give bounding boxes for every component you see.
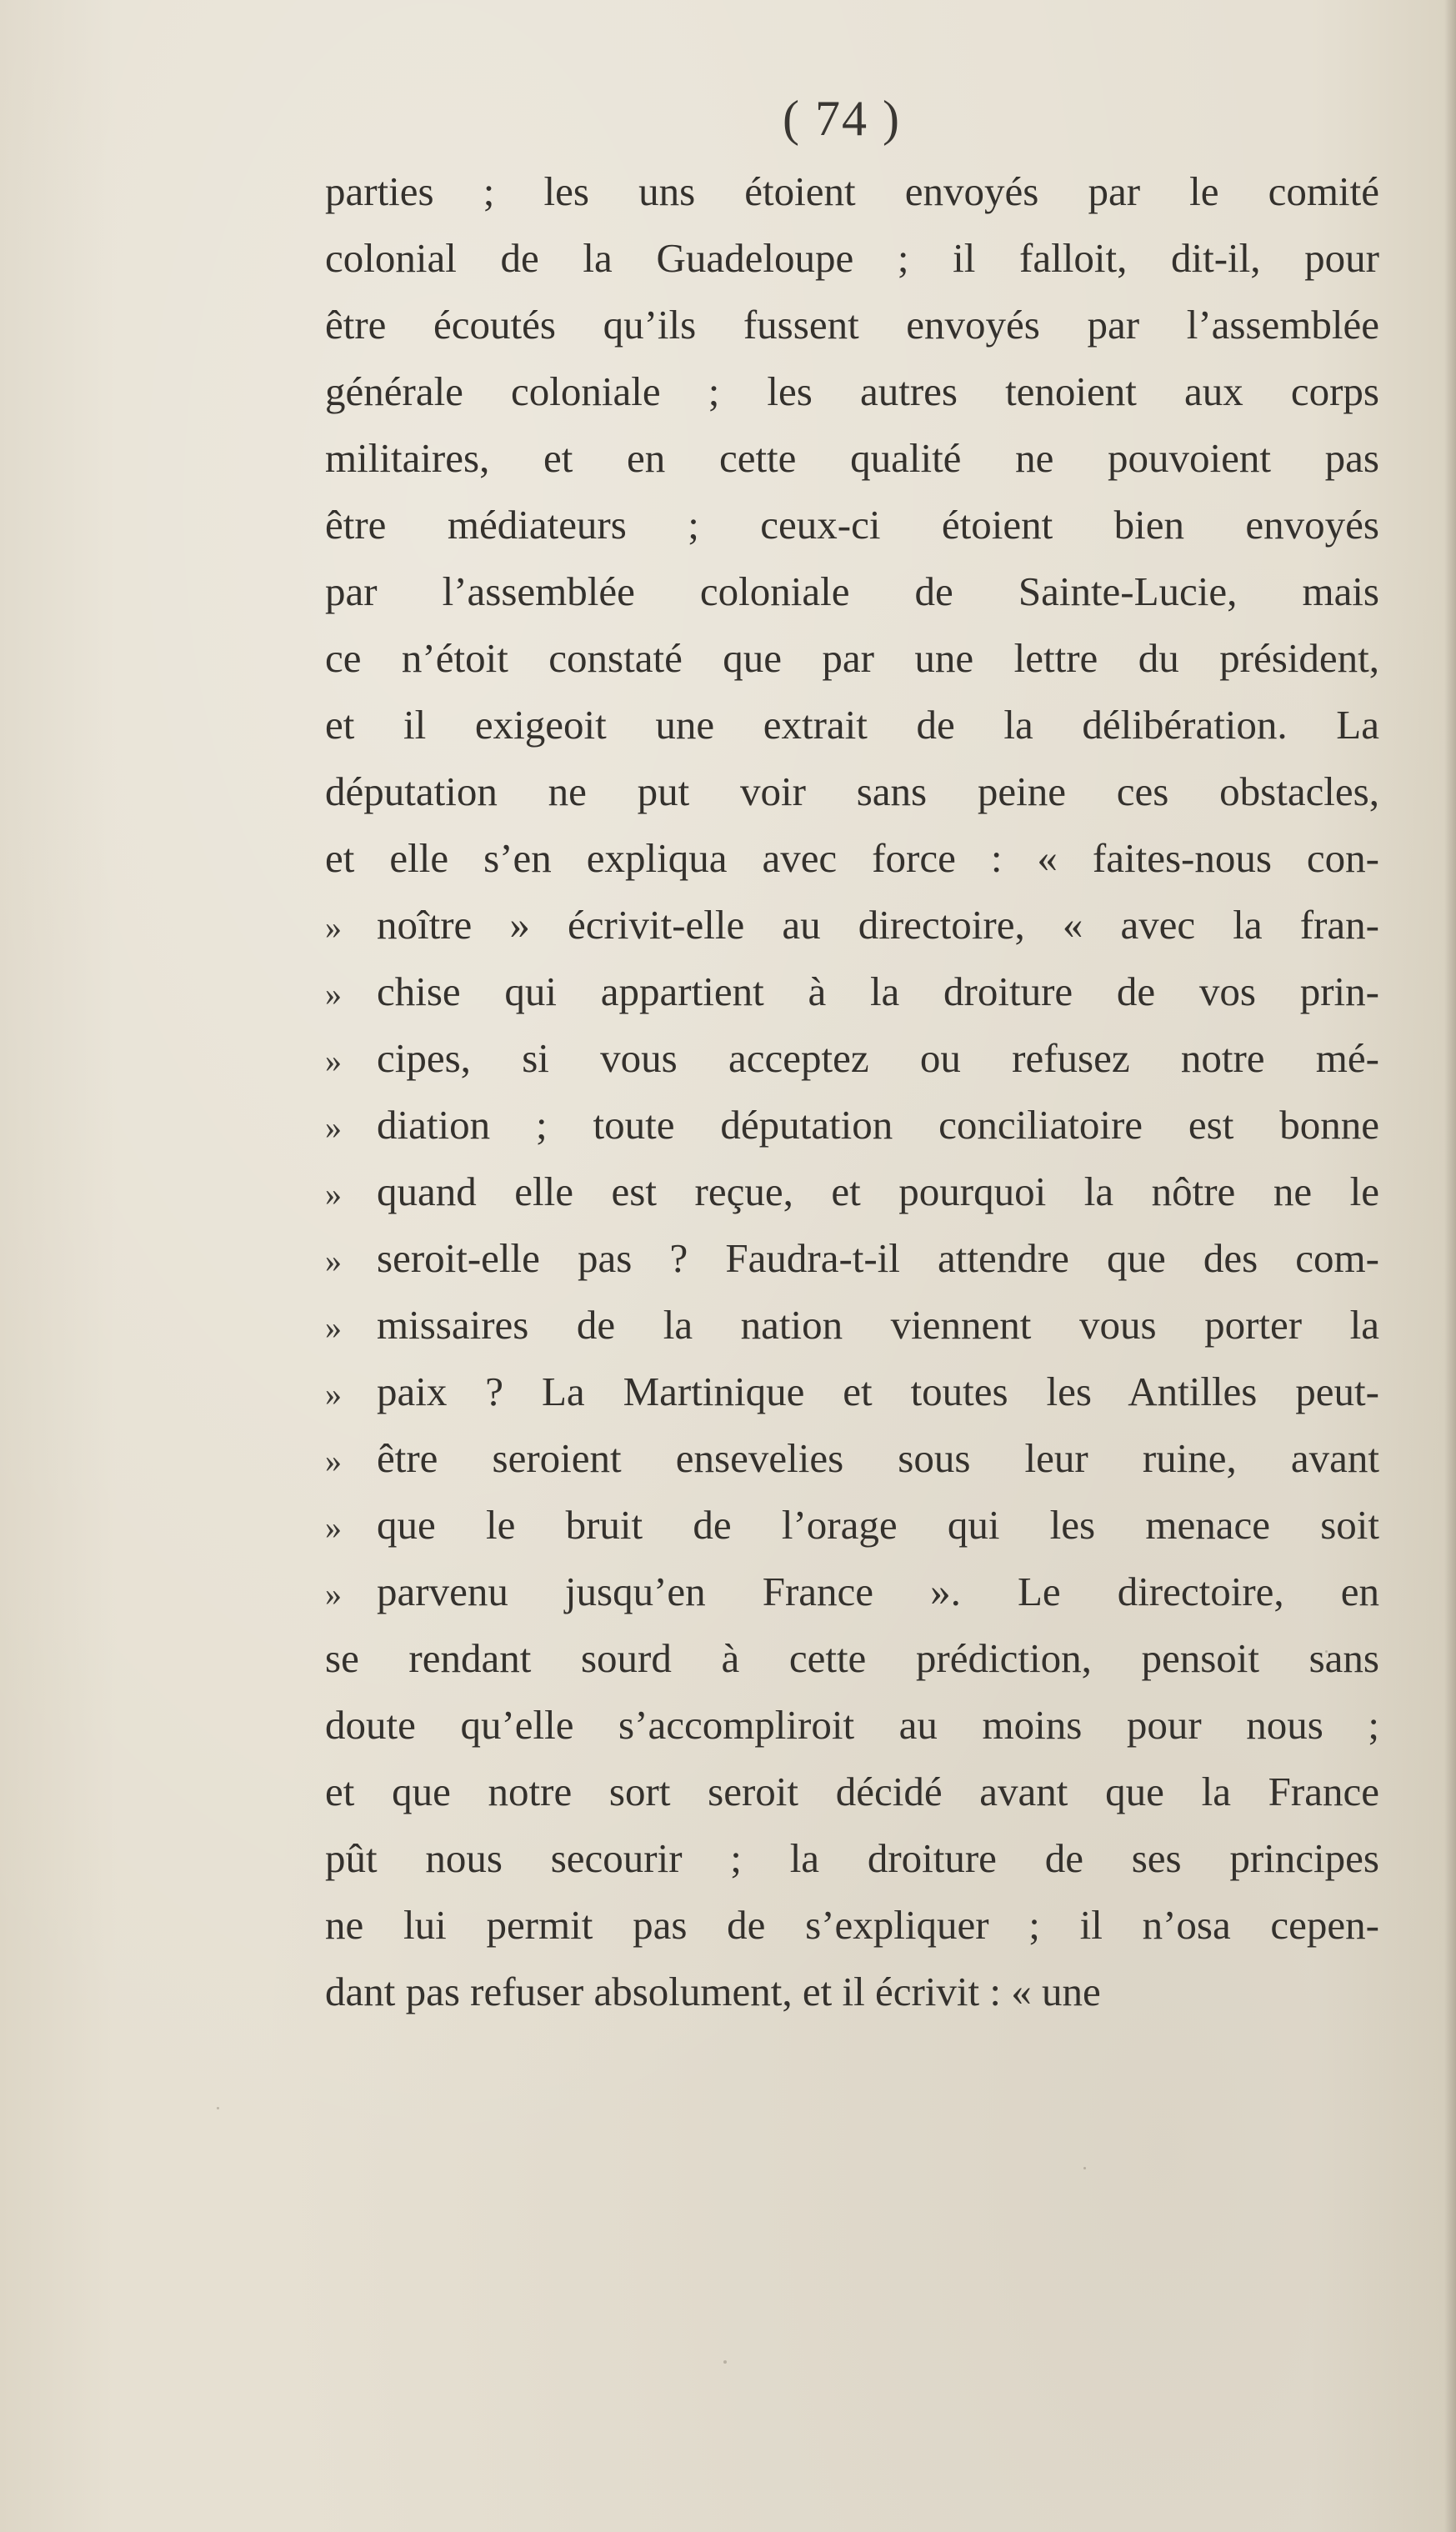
quote-mark: » xyxy=(325,1042,342,1079)
text-line: députation ne put voir sans peine ces obstacles, xyxy=(325,768,1379,814)
paper-speck xyxy=(723,2360,727,2364)
text-line: se rendant sourd à cette prédiction, pensoit sans xyxy=(325,1635,1379,1681)
page-number: ( 74 ) xyxy=(783,91,901,146)
quoted-text-line: » noître » écrivit-elle au directoire, « avec la fran- xyxy=(325,892,1379,958)
quote-mark: » xyxy=(325,1575,342,1613)
quoted-text-line: » que le bruit de l’orage qui les menace soit xyxy=(325,1492,1379,1559)
page-edge-shadow xyxy=(1444,0,1456,2532)
quoted-text-line: » parvenu jusqu’en France ». Le directoire, en xyxy=(325,1559,1379,1625)
quoted-text-line: » être seroient ensevelies sous leur ruine, avant xyxy=(325,1425,1379,1492)
text-line: être écoutés qu’ils fussent envoyés par l’assemblée xyxy=(325,302,1379,348)
text-line: et il exigeoit une extrait de la délibération. La xyxy=(325,702,1379,748)
text-line: dant pas refuser absolument, et il écrivit : « une xyxy=(325,1969,1101,2014)
text-line: générale coloniale ; les autres tenoient aux corps xyxy=(325,368,1379,414)
quote-mark: » xyxy=(325,1242,342,1279)
quote-mark: » xyxy=(325,1108,342,1146)
text-line: militaires, et en cette qualité ne pouvoient pas xyxy=(325,435,1379,481)
paper-speck xyxy=(1325,1650,1328,1653)
quoted-text-line: » diation ; toute députation conciliatoire est bonne xyxy=(325,1092,1379,1158)
quote-mark: » xyxy=(325,1309,342,1346)
quoted-text-line: » cipes, si vous acceptez ou refusez notre mé- xyxy=(325,1025,1379,1092)
text-line: par l’assemblée coloniale de Sainte-Lucie, mais xyxy=(325,568,1379,614)
quoted-text-line: » missaires de la nation viennent vous porter la xyxy=(325,1292,1379,1359)
text-line: doute qu’elle s’accompliroit au moins pour nous ; xyxy=(325,1702,1379,1748)
paper-speck xyxy=(1083,2167,1086,2169)
quote-mark: » xyxy=(325,1509,342,1546)
text-line: ce n’étoit constaté que par une lettre du président, xyxy=(325,635,1379,681)
quoted-text-line: » seroit-elle pas ? Faudra-t-il attendre que des com- xyxy=(325,1225,1379,1292)
text-line: colonial de la Guadeloupe ; il falloit, dit-il, pour xyxy=(325,235,1379,281)
text-line: ne lui permit pas de s’expliquer ; il n’osa cepen- xyxy=(325,1902,1379,1948)
quote-mark: » xyxy=(325,1175,342,1213)
text-line: et que notre sort seroit décidé avant que la France xyxy=(325,1769,1379,1814)
text-line: être médiateurs ; ceux-ci étoient bien envoyés xyxy=(325,502,1379,548)
text-line: pût nous secourir ; la droiture de ses principes xyxy=(325,1835,1379,1881)
body-text xyxy=(325,158,1379,2025)
quote-mark: » xyxy=(325,975,342,1013)
text-line: et elle s’en expliqua avec force : « faites-nous con- xyxy=(325,835,1379,881)
quoted-text-line: » quand elle est reçue, et pourquoi la nôtre ne le xyxy=(325,1158,1379,1225)
quote-mark: » xyxy=(325,1442,342,1479)
text-line: parties ; les uns étoient envoyés par le comité xyxy=(325,168,1379,214)
paper-speck xyxy=(217,2107,219,2109)
quoted-text-line: » paix ? La Martinique et toutes les Antilles peut- xyxy=(325,1359,1379,1425)
quoted-text-line: » chise qui appartient à la droiture de vos prin- xyxy=(325,958,1379,1025)
quote-mark: » xyxy=(325,1375,342,1413)
quote-mark: » xyxy=(325,908,342,946)
